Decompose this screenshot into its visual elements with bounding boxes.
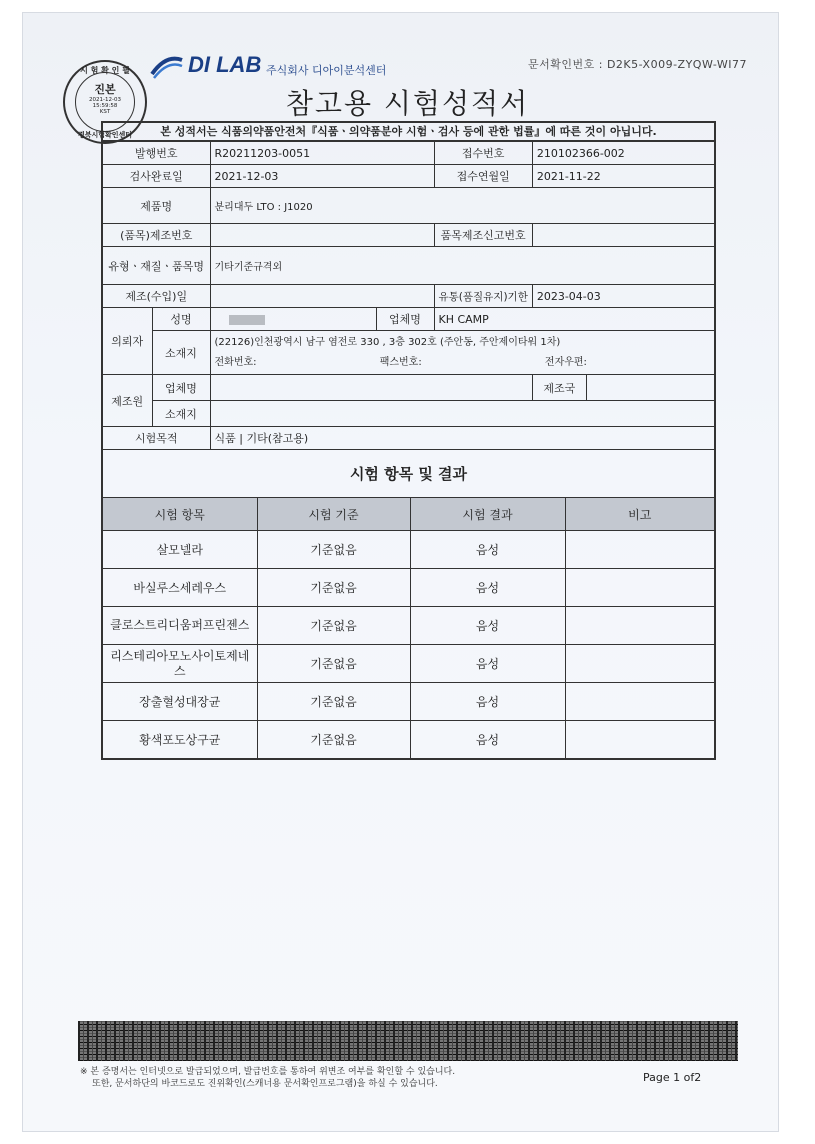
- client-name-label: 성명: [152, 308, 210, 331]
- col-header-result: 시험 결과: [410, 498, 565, 531]
- maker-company-label: 업체명: [152, 375, 210, 401]
- maker-address: [210, 401, 715, 427]
- fax-label: 팩스번호:: [379, 356, 422, 368]
- test-standard: 기준없음: [257, 645, 410, 683]
- client-name: [210, 308, 376, 331]
- test-note: [565, 721, 715, 760]
- maker-label: 제조원: [102, 375, 152, 427]
- results-table: [101, 497, 716, 760]
- test-result: 음성: [410, 531, 565, 569]
- table-row: [102, 645, 715, 683]
- phone-label: 전화번호:: [214, 356, 257, 368]
- logo-mark-icon: [150, 54, 184, 80]
- test-item: 살모넬라: [102, 531, 257, 569]
- logo-company-name: 주식회사 디아이분석센터: [266, 64, 387, 77]
- test-result: 음성: [410, 645, 565, 683]
- maker-address-label: 소재지: [152, 401, 210, 427]
- done-date: 2021-12-03: [210, 165, 434, 188]
- test-note: [565, 683, 715, 721]
- country-label: 제조국: [532, 375, 586, 401]
- test-result: 음성: [410, 607, 565, 645]
- results-heading: 시험 항목 및 결과: [101, 444, 716, 498]
- email-label: 전자우편:: [544, 356, 587, 368]
- seal-top-text: 시 험 확 인 필: [80, 66, 130, 75]
- document-check-number: 문서확인번호 : D2K5-X009-ZYQW-WI77: [528, 58, 748, 71]
- test-note: [565, 531, 715, 569]
- client-contact-line: [215, 353, 711, 373]
- type-value: 기타기준규격외: [210, 247, 715, 285]
- test-standard: 기준없음: [257, 607, 410, 645]
- footer-note: [80, 1066, 455, 1090]
- test-result: 음성: [410, 569, 565, 607]
- maker-company: [210, 375, 532, 401]
- issue-no-label: 발행번호: [102, 142, 210, 165]
- page-title: 참고용 시험성적서: [285, 87, 530, 120]
- done-date-label: 검사완료일: [102, 165, 210, 188]
- test-item: 리스테리아모노사이토제네스: [102, 645, 257, 683]
- client-company-label: 업체명: [376, 308, 434, 331]
- test-standard: 기준없음: [257, 721, 410, 760]
- made-date-label: 제조(수입)일: [102, 285, 210, 308]
- client-company: KH CAMP: [434, 308, 715, 331]
- test-item: 장출혈성대장균: [102, 683, 257, 721]
- table-row: [102, 569, 715, 607]
- seal-tz-value: KST: [99, 109, 111, 115]
- table-row: [102, 607, 715, 645]
- mfg-no: [210, 224, 434, 247]
- report-no-label: 품목제조신고번호: [434, 224, 532, 247]
- client-address-label: 소재지: [152, 331, 210, 375]
- test-item: 바실루스세레우스: [102, 569, 257, 607]
- report-no: [532, 224, 715, 247]
- test-standard: 기준없음: [257, 569, 410, 607]
- footer-line-1: ※ 본 증명서는 인터넷으로 발급되었으며, 발급번호를 통하여 위변조 여부를 확인할 수 있습니다.: [80, 1067, 456, 1077]
- type-label: 유형ㆍ재질ㆍ품목명: [102, 247, 210, 285]
- mfg-no-label: (품목)제조번호: [102, 224, 210, 247]
- expiry-label: 유통(품질유지)기한: [434, 285, 532, 308]
- product-label: 제품명: [102, 188, 210, 224]
- test-item: 황색포도상구균: [102, 721, 257, 760]
- test-result: 음성: [410, 721, 565, 760]
- seal-bottom-text: 경북시험확인센터: [77, 131, 133, 139]
- table-row: [102, 683, 715, 721]
- footer-line-2: 또한, 문서하단의 바코드로도 진위확인(스캐너용 문서확인프로그램)을 하실 수 있습니다.: [92, 1079, 438, 1089]
- seal-time-value: 15:59:58: [92, 103, 118, 109]
- made-date: [210, 285, 434, 308]
- purpose-value: 식품 | 기타(참고용): [210, 427, 715, 450]
- country-value: [586, 375, 715, 401]
- info-table: [101, 141, 716, 450]
- client-label: 의뢰자: [102, 308, 152, 375]
- client-address: (22126)인천광역시 남구 염전로 330 , 3층 302호 (주안동, 주안제이타워 1차): [214, 336, 561, 348]
- col-header-item: 시험 항목: [102, 498, 257, 531]
- client-address-cell: [210, 331, 715, 375]
- table-row: [102, 721, 715, 760]
- product-name: 분리대두 LTO : J1020: [210, 188, 715, 224]
- col-header-note: 비고: [565, 498, 715, 531]
- logo-brand: DI LAB: [188, 52, 262, 77]
- receipt-date: 2021-11-22: [532, 165, 715, 188]
- seal-center-text: 진본: [94, 83, 116, 96]
- document-barcode: [78, 1021, 738, 1061]
- page-number: Page 1 of2: [643, 1071, 702, 1084]
- legal-notice: 본 성적서는 식품의약품안전처『식품ㆍ의약품분야 시험ㆍ검사 등에 관한 법률』에 따른 것이 아닙니다.: [101, 121, 716, 141]
- expiry-date: 2023-04-03: [532, 285, 715, 308]
- test-item: 클로스트리디움퍼프린젠스: [102, 607, 257, 645]
- test-result: 음성: [410, 683, 565, 721]
- test-note: [565, 607, 715, 645]
- test-standard: 기준없음: [257, 683, 410, 721]
- col-header-standard: 시험 기준: [257, 498, 410, 531]
- test-note: [565, 645, 715, 683]
- table-row: [102, 531, 715, 569]
- receipt-no: 210102366-002: [532, 142, 715, 165]
- client-name-redacted: [229, 315, 265, 325]
- test-note: [565, 569, 715, 607]
- seal-date-value: 2021-12-03: [89, 97, 121, 103]
- issue-no: R20211203-0051: [210, 142, 434, 165]
- receipt-date-label: 접수연월일: [434, 165, 532, 188]
- purpose-label: 시험목적: [102, 427, 210, 450]
- test-standard: 기준없음: [257, 531, 410, 569]
- receipt-no-label: 접수번호: [434, 142, 532, 165]
